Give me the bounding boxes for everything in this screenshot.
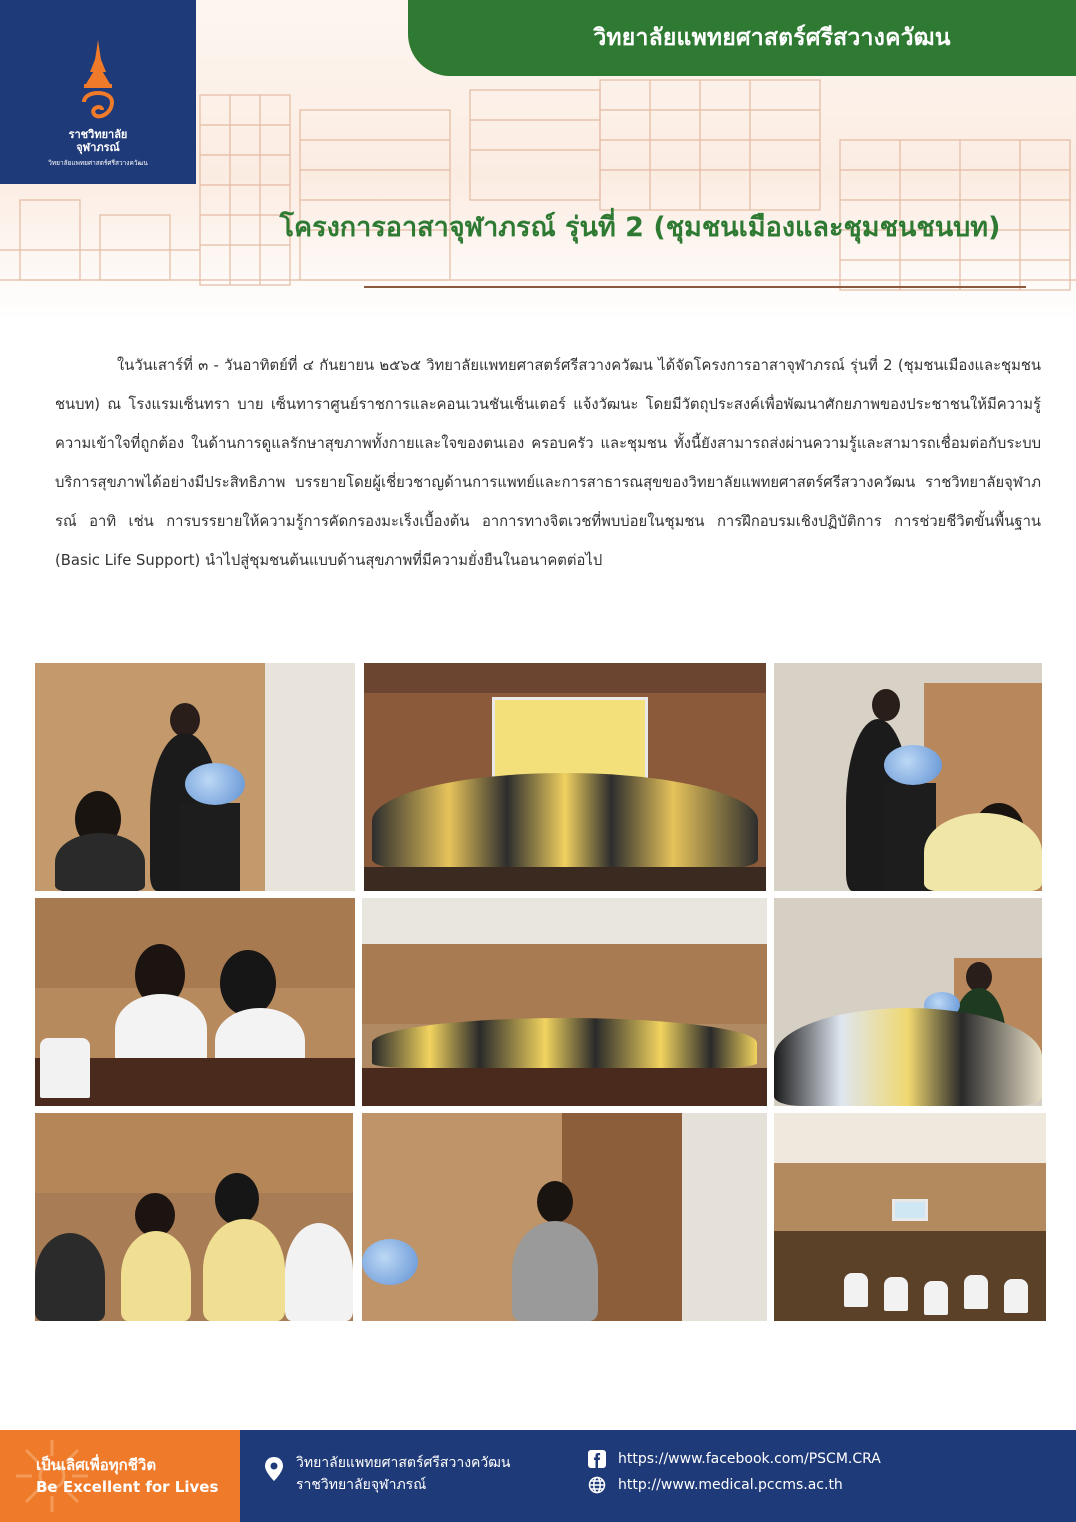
event-photo-speaker-man: [774, 663, 1042, 891]
title-divider: [364, 286, 1026, 288]
slogan-block: [0, 1430, 240, 1522]
website-url: http://www.medical.pccms.ac.th: [618, 1477, 843, 1493]
event-photo-speaker-walking: [774, 898, 1042, 1106]
event-photo-group: [364, 663, 766, 891]
footer: [0, 1430, 1076, 1522]
address-line2: ราชวิทยาลัยจุฬาภรณ์: [296, 1477, 427, 1493]
banner-title: วิทยาลัยแพทยศาสตร์ศรีสวางควัฒน: [593, 25, 951, 51]
event-photo-participants-yellow: [35, 1113, 353, 1321]
website-link[interactable]: [588, 1472, 881, 1498]
facebook-url: https://www.facebook.com/PSCM.CRA: [618, 1451, 881, 1467]
facebook-icon: [588, 1450, 606, 1468]
location-pin-icon: [264, 1456, 284, 1482]
logo-text-line1: ราชวิทยาลัย: [68, 128, 128, 141]
slogan-english: Be Excellent for Lives: [36, 1478, 219, 1496]
event-photo-hall-wide: [774, 1113, 1046, 1321]
address-block: [264, 1452, 510, 1496]
college-name-banner: [408, 0, 1076, 76]
event-photo-conference-hall: [362, 898, 767, 1106]
logo-text-line2: จุฬาภรณ์: [76, 141, 120, 154]
facebook-link[interactable]: [588, 1446, 881, 1472]
logo-emblem-icon: [68, 38, 128, 126]
contact-links: [588, 1446, 881, 1498]
slogan-thai: เป็นเลิศเพื่อทุกชีวิต: [36, 1456, 157, 1474]
globe-icon: [588, 1476, 606, 1494]
event-photo-participant-speaking: [362, 1113, 767, 1321]
event-photo-audience-students: [35, 898, 355, 1106]
article-paragraph: ในวันเสาร์ที่ ๓ - วันอาทิตย์ที่ ๔ กันยายน ๒๕๖๕ วิทยาลัยแพทยศาสตร์ศรีสวางควัฒน ได้จัดโครงการอาสาจุฬาภรณ์ รุ่นที่ 2 (ชุมชนเมืองและชุมชนชนบท) ณ โรงแรมเซ็นทรา บาย เซ็นทาราศูนย์ราชการและคอนเวนชันเซ็นเตอร์ แจ้งวัฒนะ โดยมีวัตถุประสงค์เพื่อพัฒนาศักยภาพของประชาชนให้มีความรู้ความเข้าใจที่ถูกต้อง ในด้านการดูแลรักษาสุขภาพทั้งกายและใจของตนเอง ครอบครัว และชุมชน ทั้งนี้ยังสามารถส่งผ่านความรู้และสามารถเชื่อมต่อกับระบบบริการสุขภาพได้อย่างมีประสิทธิภาพ บรรยายโดยผู้เชี่ยวชาญด้านการแพทย์และการสาธารณสุขของวิทยาลัยแพทยศาสตร์ศรีสวางควัฒน ราชวิทยาลัยจุฬาภรณ์ อาทิ เช่น การบรรยายให้ความรู้การคัดกรองมะเร็งเบื้องต้น อาการทางจิตเวชที่พบบ่อยในชุมชน การฝึกอบรมเชิงปฏิบัติการ การช่วยชีวิตขั้นพื้นฐาน (Basic Life Support) นำไปสู่ชุมชนต้นแบบด้านสุขภาพที่มีความยั่งยืนในอนาคตต่อไป: [55, 357, 1041, 569]
college-logo: [0, 0, 196, 184]
event-photo-speaker-woman: [35, 663, 355, 891]
logo-text-line3: วิทยาลัยแพทยศาสตร์ศรีสวางควัฒน: [48, 159, 148, 167]
address-line1: วิทยาลัยแพทยศาสตร์ศรีสวางควัฒน: [296, 1455, 511, 1471]
page-title: โครงการอาสาจุฬาภรณ์ รุ่นที่ 2 (ชุมชนเมืองและชุมชนชนบท): [279, 212, 1001, 243]
